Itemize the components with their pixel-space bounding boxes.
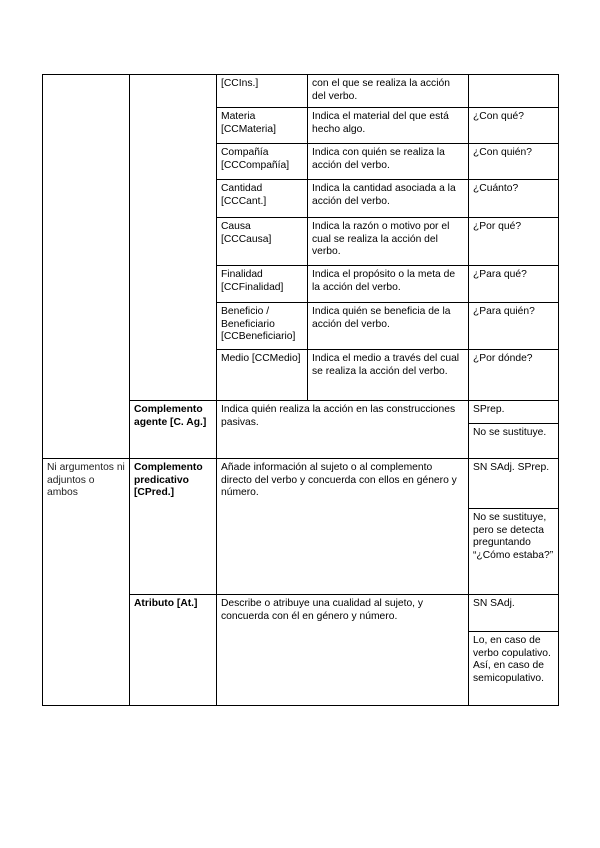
cc-description: Indica el medio a través del cual se realiza la acción del verbo.: [308, 350, 469, 401]
predicativo-substitution: No se sustituye, pero se detecta preguntando “¿Cómo estaba?”: [469, 509, 559, 595]
predicativo-label: Complemento predicativo [CPred.]: [130, 459, 217, 595]
cc-name: Compañía [CCCompañía]: [217, 144, 308, 180]
cc-description: con el que se realiza la acción del verbo.: [308, 75, 469, 108]
cc-question: ¿Con quién?: [469, 144, 559, 180]
atributo-substitution: Lo, en caso de verbo copulativo. Así, en caso de semicopulativo.: [469, 632, 559, 706]
table-row: [43, 459, 559, 509]
cc-name: Materia [CCMateria]: [217, 108, 308, 144]
cc-question: ¿Por dónde?: [469, 350, 559, 401]
cc-description: Indica el material del que está hecho algo.: [308, 108, 469, 144]
cc-description: Indica la razón o motivo por el cual se realiza la acción del verbo.: [308, 218, 469, 266]
cc-question: ¿Cuánto?: [469, 180, 559, 218]
cc-question: ¿Con qué?: [469, 108, 559, 144]
group-cell-top: [43, 75, 130, 459]
atributo-description: Describe o atribuye una cualidad al sujeto, y concuerda con él en género y número.: [217, 595, 469, 706]
cc-question: ¿Por qué?: [469, 218, 559, 266]
cc-question: ¿Para quién?: [469, 303, 559, 350]
agente-description: Indica quién realiza la acción en las construcciones pasivas.: [217, 401, 469, 459]
group-label: Ni argumentos ni adjuntos o ambos: [43, 459, 130, 706]
cc-name: [CCIns.]: [217, 75, 308, 108]
atributo-form: SN SAdj.: [469, 595, 559, 632]
agente-label: Complemento agente [C. Ag.]: [130, 401, 217, 459]
cc-name: Causa [CCCausa]: [217, 218, 308, 266]
cc-description: Indica con quién se realiza la acción del verbo.: [308, 144, 469, 180]
agente-form: SPrep.: [469, 401, 559, 424]
atributo-label: Atributo [At.]: [130, 595, 217, 706]
cc-name: Cantidad [CCCant.]: [217, 180, 308, 218]
predicativo-description: Añade información al sujeto o al complemento directo del verbo y concuerda con ellos en género y número.: [217, 459, 469, 595]
cc-description: Indica el propósito o la meta de la acción del verbo.: [308, 266, 469, 303]
cc-name: Finalidad [CCFinalidad]: [217, 266, 308, 303]
cc-name: Beneficio / Beneficiario [CCBeneficiario]: [217, 303, 308, 350]
cc-description: Indica la cantidad asociada a la acción del verbo.: [308, 180, 469, 218]
subgroup-cell: [130, 75, 217, 401]
agente-substitution: No se sustituye.: [469, 424, 559, 459]
table-row: [43, 75, 559, 108]
cc-description: Indica quién se beneficia de la acción del verbo.: [308, 303, 469, 350]
cc-question: ¿Para qué?: [469, 266, 559, 303]
cc-name: Medio [CCMedio]: [217, 350, 308, 401]
predicativo-form: SN SAdj. SPrep.: [469, 459, 559, 509]
cc-question: [469, 75, 559, 108]
complements-table: [42, 74, 559, 706]
